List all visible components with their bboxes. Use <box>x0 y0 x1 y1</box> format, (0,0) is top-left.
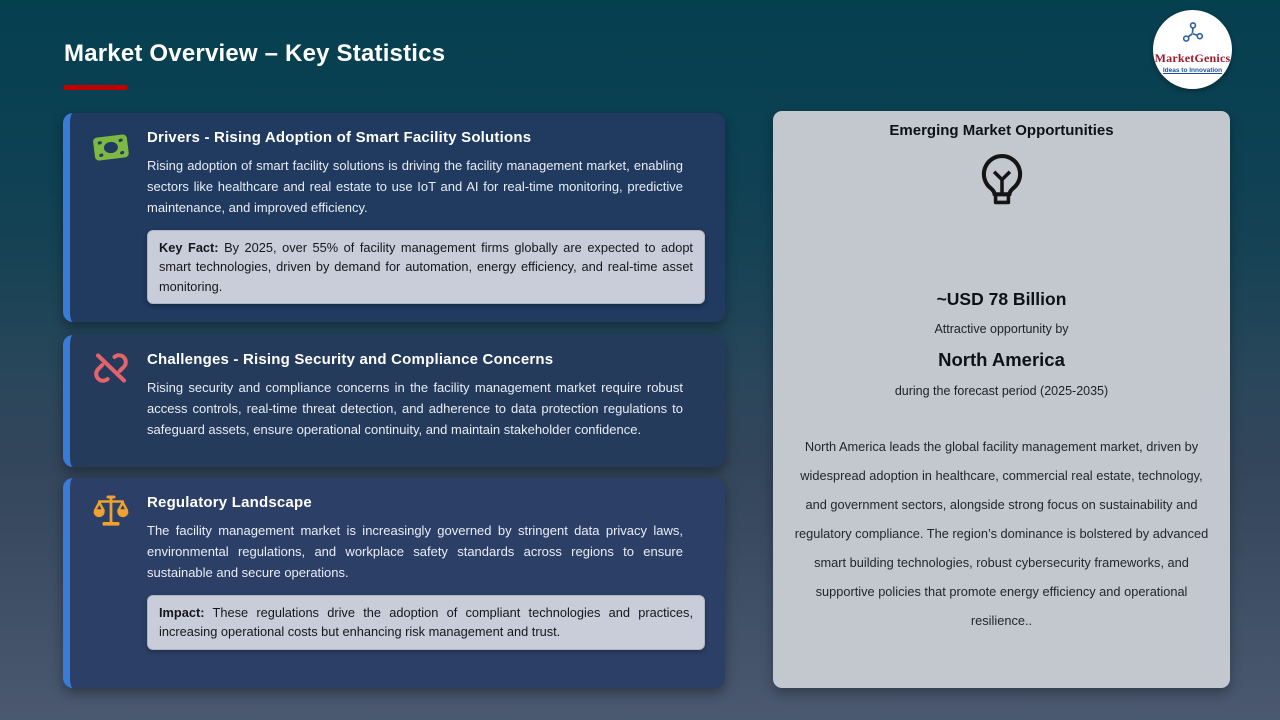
impact-label: Impact: <box>159 605 205 621</box>
title-underline <box>64 85 127 90</box>
card-challenges <box>63 335 725 467</box>
page-title: Market Overview – Key Statistics <box>64 40 446 67</box>
card-drivers-body: Rising adoption of smart facility solutions is driving the facility management market, enabling sectors like healthcare and real estate to use IoT and AI for real-time monitoring, predictive maintenance, and improved efficiency. <box>147 158 683 216</box>
opportunity-subtitle: Attractive opportunity by <box>934 322 1069 336</box>
opportunity-value: ~USD 78 Billion <box>936 289 1067 309</box>
card-challenges-body: Rising security and compliance concerns in the facility management market require robust access controls, real-time threat detection, and adherence to data protection regulations to safeguard assets, ensure operational continuity, and maintain stakeholder confidence. <box>147 380 683 438</box>
key-fact-label: Key Fact: <box>159 240 219 256</box>
logo-tagline: Ideas to Innovation <box>1162 67 1223 74</box>
card-regulatory-title: Regulatory Landscape <box>147 494 312 511</box>
key-fact-text: By 2025, over 55% of facility management firms globally are expected to adopt smart technologies, driven by demand for automation, energy efficiency, and real-time asset monitoring. <box>159 240 693 294</box>
logo-name: MarketGenics <box>1154 51 1231 65</box>
marketgenics-logo <box>1153 10 1232 89</box>
key-statistics-cards <box>63 113 725 688</box>
lightbulb-icon <box>789 152 1214 217</box>
card-drivers <box>63 113 725 322</box>
impact-text: These regulations drive the adoption of compliant technologies and practices, increasing operational costs but enhancing risk management and trust. <box>159 605 693 640</box>
broken-link-icon <box>91 350 131 390</box>
impact-callout <box>147 595 705 649</box>
emerging-opportunities-panel <box>773 111 1230 688</box>
opportunity-period: during the forecast period (2025-2035) <box>894 384 1109 398</box>
key-fact-callout <box>147 230 705 304</box>
opportunity-description: North America leads the global facility management market, driven by widespread adoption in healthcare, commercial real estate, technology, and government sectors, alongside strong focus on sustainability and regulatory compliance. The region’s dominance is bolstered by advanced smart building technologies, robust cybersecurity frameworks, and supportive policies that promote energy efficiency and operational resilience.. <box>794 439 1209 628</box>
scales-of-justice-icon <box>91 493 131 533</box>
panel-title: Emerging Market Opportunities <box>889 122 1114 139</box>
card-regulatory-body: The facility management market is increasingly governed by stringent data privacy laws, environmental regulations, and workplace safety standards across regions to ensure sustainable and secure operations. <box>147 523 683 581</box>
card-regulatory <box>63 478 725 688</box>
money-banknote-icon <box>91 128 131 168</box>
card-drivers-title: Drivers - Rising Adoption of Smart Facility Solutions <box>147 129 532 146</box>
opportunity-region: North America <box>938 349 1065 370</box>
card-challenges-title: Challenges - Rising Security and Compliance Concerns <box>147 351 554 368</box>
molecule-network-icon <box>1181 10 1205 50</box>
